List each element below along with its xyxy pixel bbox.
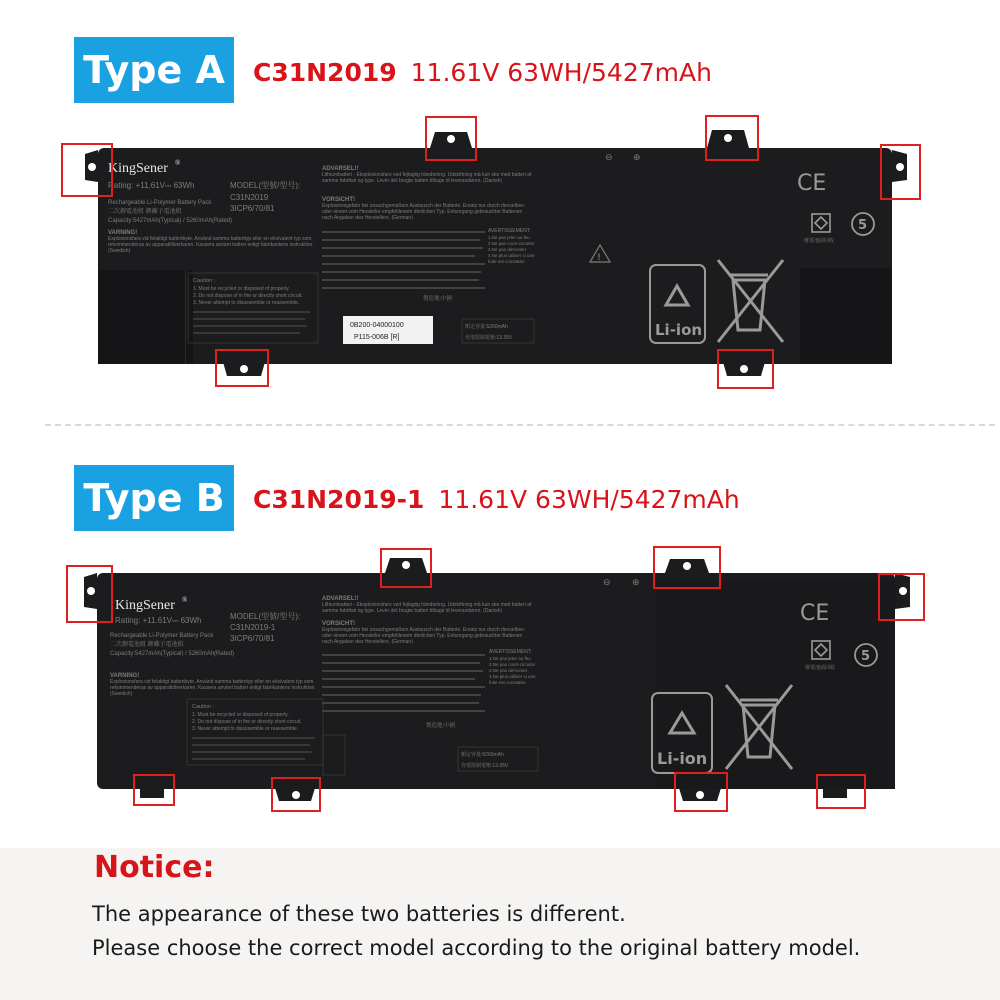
type-a-battery-image [55,110,935,390]
made-in-label: 製造地:中國 [423,296,453,302]
avertissement-line: 4.Ne plus utiliser si une [489,674,536,679]
section-divider [45,424,995,426]
plus-terminal-icon: ⊕ [632,577,640,587]
type-b-badge: Type B [74,465,234,531]
cell-config: 3ICP6/70/81 [230,204,275,213]
vorsicht-text: Explosionsgefahr bei unsachgemäßem Austausch der Batterie. Ersatz nur durch denselben oder einem vom Hersteller empfohlenem ähnlichen Typ. Entsorgung gebrauchter Batterien nach Angaben des Herstellers. (German) [322,203,525,221]
model-label: MODEL(型號/型号): [230,612,301,621]
svg-text:Li-ion: Li-ion [655,321,703,339]
svg-text:!: ! [597,252,601,262]
cell-config: 3ICP6/70/81 [230,634,275,643]
advarsel-title: ADVARSEL!! [322,166,359,172]
avertissement-line: 3.Ne pas démonter [489,668,528,673]
type-a-model: C31N2019 [253,58,397,87]
brand-logo: KingSener [115,598,175,613]
brand-logo: KingSener [108,161,168,176]
warning-title: VARNING! [108,230,138,236]
notice-title: Notice: [94,850,215,885]
caution-title: Caution : [192,704,215,710]
warning-text: Explosionsfara vid felaktigt batteribyte. Använd samma batterityp eller en ekvivalent typ som rekommenderas av apparattillverkaren. Kassera använt batteri enligt fabrikantens instruktion. (Swedish) [108,236,314,254]
type-b-battery-image [60,545,935,815]
made-in-label: 製造地:中國 [426,723,456,729]
avertissement-line: fuite est constatée [489,680,526,685]
recycle-cn-text: 廢電池請回收 [804,238,835,244]
capacity-text: Capacity:5427mAh(Typical) / 5260mAh(Rated) [110,651,235,657]
caution-line: 3. Never attempt to disassemble or reassemble. [192,726,299,732]
caution-title: Caution : [193,278,216,284]
warning-title: VARNING! [110,673,140,679]
charge-voltage-cn: 充電限制電壓:13.35V [465,335,513,341]
avertissement-line: 2.Ne pas court-circuiter [489,662,536,667]
pack-type-cn: 二次鋰電池組 鋰離子電池組 [110,642,184,648]
caution-line: 3. Never attempt to disassemble or reassemble. [193,300,300,306]
avertissement-title: AVERTISSEMENT: [488,228,531,234]
avertissement-line: 4.Ne plus utiliser si une [488,253,535,258]
type-a-spec: 11.61V 63WH/5427mAh [410,58,712,87]
pack-type: Rechargeable Li-Polymer Battery Pack [108,200,212,206]
avertissement-line: 2.Ne pas court-circuiter [488,241,535,246]
battery-rating: Rating: +11.61V⎓ 63Wh [115,616,202,625]
minus-terminal-icon: ⊖ [603,577,611,587]
pack-type-cn: 二次鋰電池組 鋰離子電池組 [108,209,182,215]
serial-code-1: 0B200-04000100 [350,322,404,329]
model-value: C31N2019-1 [230,623,276,632]
model-label: MODEL(型號/型号): [230,181,301,190]
plus-terminal-icon: ⊕ [633,152,641,162]
warning-text: Explosionsfara vid felaktigt batteribyte. Använd samma batterityp eller en ekvivalent typ som rekommenderas av apparattillverkaren. Kassera använt batteri enligt fabrikantens instruktion. (Swedish) [110,679,316,697]
ce-mark-icon: CE [800,601,830,626]
type-b-model: C31N2019-1 [253,485,425,514]
vorsicht-title: VORSICHT! [322,197,355,203]
ce-mark-icon: CE [797,171,827,196]
advarsel-text: Lithiumbatteri - Eksplosionsfare ved fejlagtig håndtering. Udskiftning må kun ske med batteri af samme fabrikat og type. Levér det brugte batteri tilbage til leverandøren. (Danish) [322,172,532,184]
advarsel-title: ADVARSEL!! [322,596,359,602]
pack-type: Rechargeable Li-Polymer Battery Pack [110,633,214,639]
model-value: C31N2019 [230,193,269,202]
vorsicht-title: VORSICHT! [322,621,355,627]
registered-mark: ® [175,159,181,167]
battery-rating: Rating: +11.61V⎓ 63Wh [108,181,195,190]
caution-line: 2. Do not dispose of in fire or directly short circuit. [193,293,303,299]
serial-code-2: P115-006B [R] [354,334,400,341]
caution-line: 1. Must be recycled or disposed of properly. [192,712,289,718]
rated-capacity-cn: 額定容量:5260mAh [465,324,508,330]
svg-text:5: 5 [861,649,871,664]
svg-text:Li-ion: Li-ion [657,749,708,768]
avertissement-title: AVERTISSEMENT: [489,649,532,655]
type-a-model-line [253,58,712,87]
charge-voltage-cn: 充電限制電壓:13.35V [461,763,509,769]
svg-text:5: 5 [858,218,868,233]
recycle-cn-text: 廢電池請回收 [805,665,836,671]
minus-terminal-icon: ⊖ [605,152,613,162]
advarsel-text: Lithiumbatteri - Eksplosionsfare ved fejlagtig håndtering. Udskiftning må kun ske med batteri af samme fabrikat og type. Levér det brugte batteri tilbage til leverandøren. (Danish) [322,602,532,614]
avertissement-line: 3.Ne pas démonter [488,247,527,252]
rated-capacity-cn: 額定容量:5260mAh [461,752,504,758]
capacity-text: Capacity:5427mAh(Typical) / 5260mAh(Rated) [108,218,233,224]
avertissement-line: fuite est constatée [488,259,525,264]
type-b-model-line [253,485,740,514]
avertissement-line: 1.Ne pas jeter au feu [488,235,530,240]
vorsicht-text: Explosionsgefahr bei unsachgemäßem Austausch der Batterie. Ersatz nur durch denselben oder einem vom Hersteller empfohlenem ähnlichen Typ. Entsorgung gebrauchter Batterien nach Angaben des Herstellers. (German) [322,627,525,645]
type-a-badge: Type A [74,37,234,103]
notice-line-2: Please choose the correct model according to the original battery model. [92,936,861,960]
avertissement-line: 1.Ne pas jeter au feu [489,656,531,661]
notice-line-1: The appearance of these two batteries is different. [92,902,626,926]
caution-line: 2. Do not dispose of in fire or directly short circuit. [192,719,302,725]
type-b-spec: 11.61V 63WH/5427mAh [438,485,740,514]
registered-mark: ® [182,596,188,604]
caution-line: 1. Must be recycled or disposed of properly. [193,286,290,292]
